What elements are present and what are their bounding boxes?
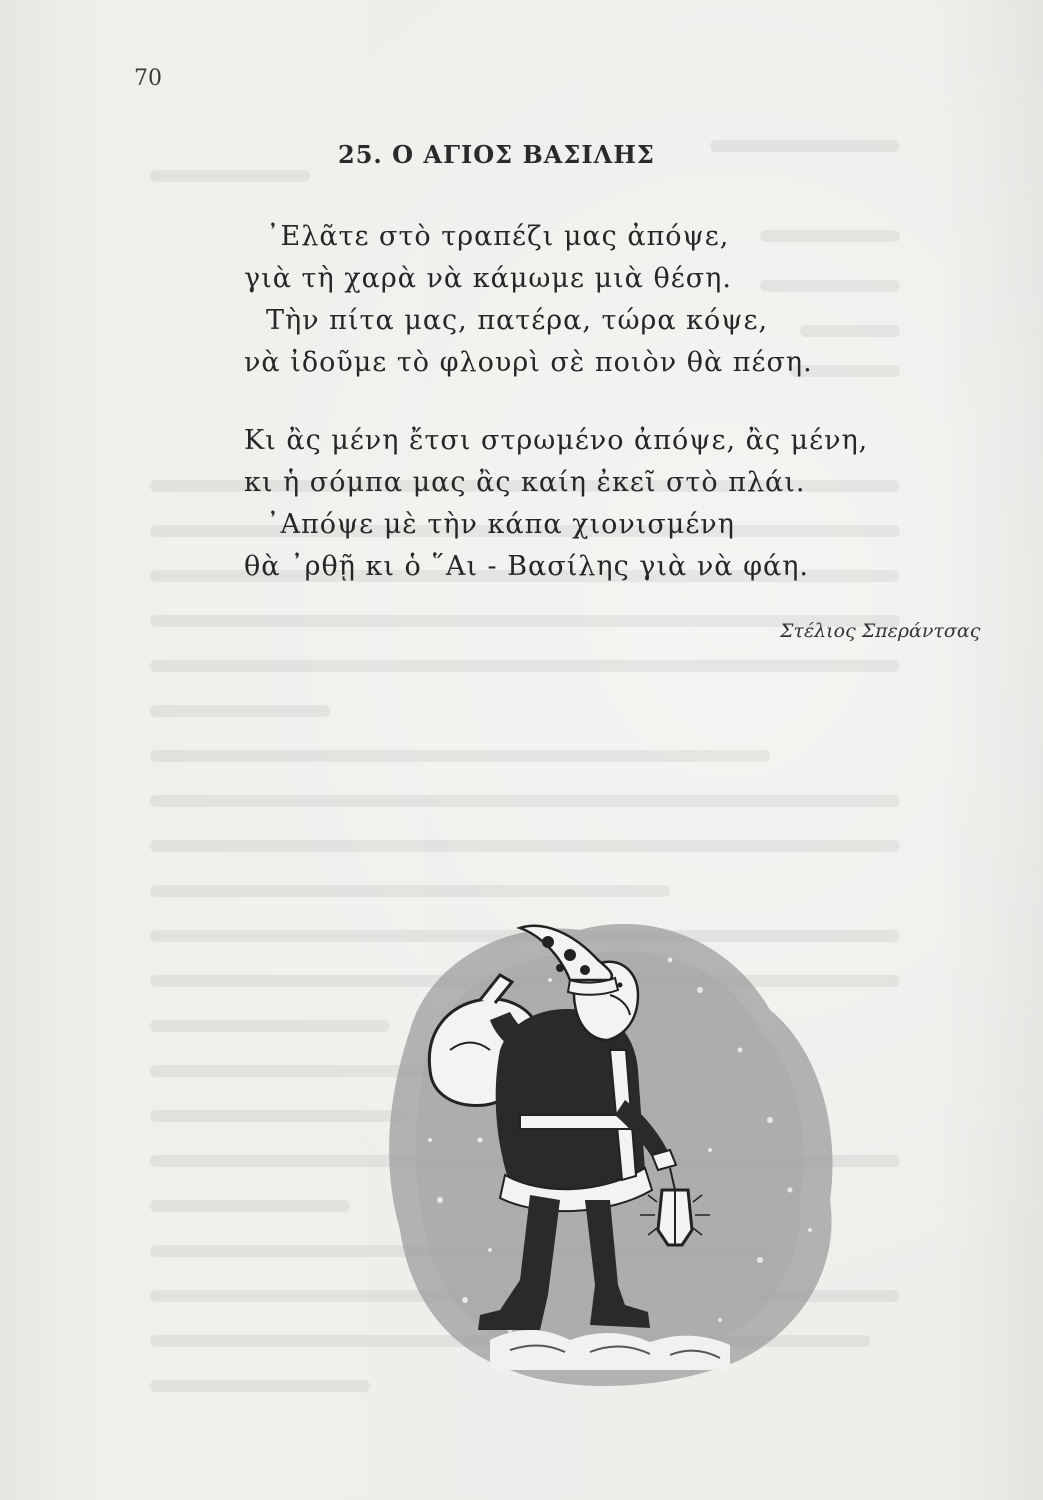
poem-line: ᾿Απόψε μὲ τὴν κάπα χιονισμένη bbox=[266, 509, 735, 540]
poem-line: ᾿Ελᾶτε στὸ τραπέζι μας ἀπόψε, bbox=[266, 221, 730, 252]
poem-line: θὰ ᾿ρθῇ κι ὁ ῞Αι - Βασίλης γιὰ νὰ φάη. bbox=[244, 551, 809, 582]
poem-line: κι ἡ σόμπα μας ἂς καίη ἐκεῖ στὸ πλάι. bbox=[244, 467, 806, 498]
stanza-1 bbox=[244, 216, 813, 384]
poem-line: Τὴν πίτα μας, πατέρα, τώρα κόψε, bbox=[266, 305, 769, 336]
santa-illustration-svg bbox=[370, 900, 890, 1400]
poem-title: 25. Ο ΑΓΙΟΣ ΒΑΣΙΛΗΣ bbox=[338, 140, 655, 169]
poem-line: γιὰ τὴ χαρὰ νὰ κάμωμε μιὰ θέση. bbox=[244, 263, 732, 294]
santa-claus-with-lantern-illustration bbox=[370, 900, 890, 1400]
poem-author: Στέλιος Σπεράντσας bbox=[780, 620, 981, 642]
stanza-2 bbox=[244, 420, 868, 588]
poem-line: Κι ἂς μένη ἔτσι στρωμένο ἀπόψε, ἂς μένη, bbox=[244, 425, 869, 456]
page-number: 70 bbox=[134, 66, 162, 91]
poem-line: νὰ ἰδοῦμε τὸ φλουρὶ σὲ ποιὸν θὰ πέση. bbox=[244, 347, 813, 378]
